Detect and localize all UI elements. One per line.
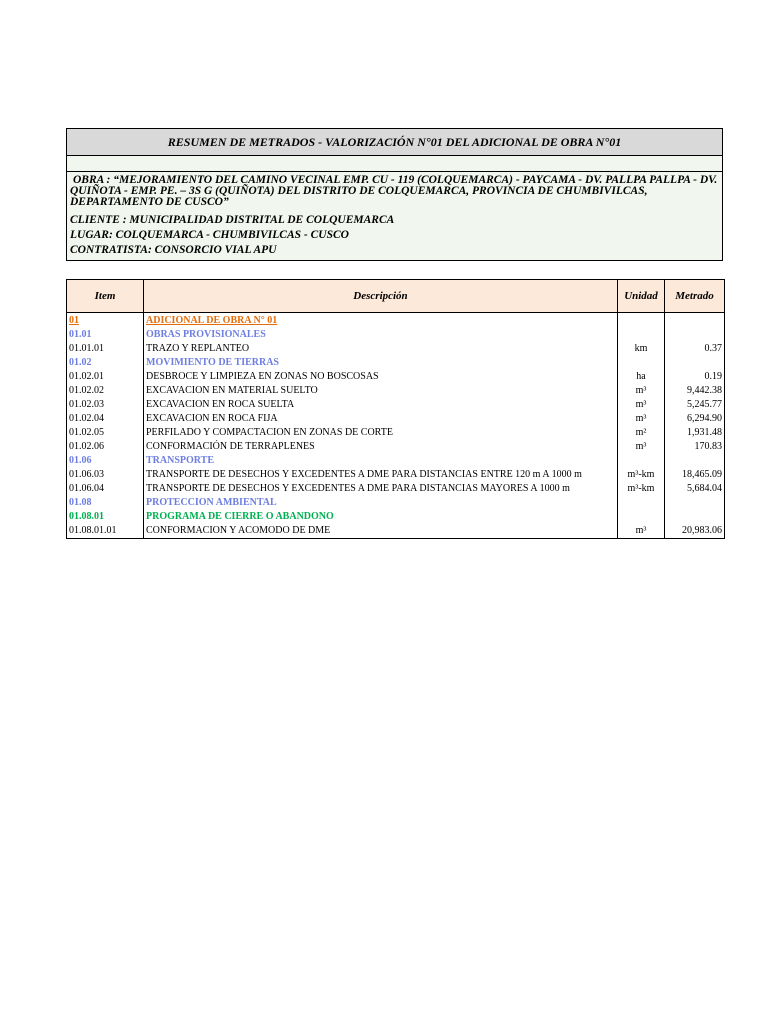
cell-description: PERFILADO Y COMPACTACION EN ZONAS DE CORTE: [144, 426, 618, 440]
cell-metrado: 0.37: [665, 342, 725, 356]
cell-item: 01.02: [67, 356, 144, 370]
cell-description: CONFORMACIÓN DE TERRAPLENES: [144, 440, 618, 454]
cell-metrado: [665, 454, 725, 468]
table-row: [67, 440, 725, 454]
table-row: [67, 398, 725, 412]
metrados-table: [66, 279, 725, 539]
cell-metrado: [665, 313, 725, 329]
cell-unit: m³: [618, 524, 665, 539]
cell-metrado: 1,931.48: [665, 426, 725, 440]
cell-unit: [618, 328, 665, 342]
cell-description: EXCAVACION EN ROCA SUELTA: [144, 398, 618, 412]
cell-unit: [618, 510, 665, 524]
cell-description: TRAZO Y REPLANTEO: [144, 342, 618, 356]
cell-item: 01.08.01: [67, 510, 144, 524]
cell-unit: [618, 356, 665, 370]
cell-unit: m³-km: [618, 468, 665, 482]
cell-description: MOVIMIENTO DE TIERRAS: [144, 356, 618, 370]
cell-unit: [618, 496, 665, 510]
cell-metrado: 170.83: [665, 440, 725, 454]
cell-item: 01.02.06: [67, 440, 144, 454]
contratista-text: CONTRATISTA: CONSORCIO VIAL APU: [70, 244, 277, 256]
table-row: [67, 412, 725, 426]
cell-unit: m³: [618, 398, 665, 412]
cell-item: 01.02.03: [67, 398, 144, 412]
cell-item: 01.02.01: [67, 370, 144, 384]
table-row: [67, 313, 725, 329]
cell-unit: m³: [618, 384, 665, 398]
table-row: [67, 524, 725, 539]
cell-metrado: 20,983.06: [665, 524, 725, 539]
table-row: [67, 496, 725, 510]
cell-item: 01.08.01.01: [67, 524, 144, 539]
cell-metrado: 5,684.04: [665, 482, 725, 496]
cell-unit: m³-km: [618, 482, 665, 496]
cell-item: 01: [67, 313, 144, 329]
table-row: [67, 370, 725, 384]
cell-unit: m²: [618, 426, 665, 440]
cell-item: 01.06: [67, 454, 144, 468]
cell-description: TRANSPORTE: [144, 454, 618, 468]
cell-description: TRANSPORTE DE DESECHOS Y EXCEDENTES A DME PARA DISTANCIAS MAYORES A 1000 m: [144, 482, 618, 496]
table-row: [67, 482, 725, 496]
cell-metrado: [665, 496, 725, 510]
cell-unit: [618, 454, 665, 468]
lugar-text: LUGAR: COLQUEMARCA - CHUMBIVILCAS - CUSCO: [70, 229, 349, 241]
table-row: [67, 426, 725, 440]
cell-unit: ha: [618, 370, 665, 384]
cell-item: 01.06.03: [67, 468, 144, 482]
cell-description: DESBROCE Y LIMPIEZA EN ZONAS NO BOSCOSAS: [144, 370, 618, 384]
cell-unit: [618, 313, 665, 329]
cell-metrado: 18,465.09: [665, 468, 725, 482]
table-row: [67, 328, 725, 342]
cell-metrado: [665, 356, 725, 370]
cell-item: 01.08: [67, 496, 144, 510]
summary-title: RESUMEN DE METRADOS - VALORIZACIÓN N°01 DEL ADICIONAL DE OBRA N°01: [67, 129, 722, 156]
col-header-item: Item: [67, 280, 144, 313]
cell-description: ADICIONAL DE OBRA N° 01: [144, 313, 618, 329]
cell-metrado: [665, 510, 725, 524]
table-row: [67, 454, 725, 468]
cell-description: OBRAS PROVISIONALES: [144, 328, 618, 342]
project-info: [67, 172, 722, 260]
cell-description: EXCAVACION EN MATERIAL SUELTO: [144, 384, 618, 398]
table-header-row: [67, 280, 725, 313]
cell-metrado: 6,294.90: [665, 412, 725, 426]
cell-description: PROGRAMA DE CIERRE O ABANDONO: [144, 510, 618, 524]
cell-description: PROTECCION AMBIENTAL: [144, 496, 618, 510]
cell-item: 01.06.04: [67, 482, 144, 496]
project-header: [66, 128, 723, 261]
table-row: [67, 510, 725, 524]
col-header-metrado: Metrado: [665, 280, 725, 313]
cell-metrado: 9,442.38: [665, 384, 725, 398]
table-row: [67, 468, 725, 482]
cell-unit: m³: [618, 412, 665, 426]
cell-item: 01.01: [67, 328, 144, 342]
cell-unit: m³: [618, 440, 665, 454]
cell-item: 01.02.02: [67, 384, 144, 398]
cell-metrado: 5,245.77: [665, 398, 725, 412]
obra-text: OBRA : “MEJORAMIENTO DEL CAMINO VECINAL EMP. CU - 119 (COLQUEMARCA) - PAYCAMA - DV. PALLPA PALLPA - DV. QUIÑOTA - EMP. PE. – 3S G (QUIÑOTA) DEL DISTRITO DE COLQUEMARCA, PROVINCIA DE CHUMBIVILCAS, DEPARTAMENTO DE CUSCO”: [70, 174, 718, 208]
cell-description: CONFORMACION Y ACOMODO DE DME: [144, 524, 618, 539]
cliente-text: CLIENTE : MUNICIPALIDAD DISTRITAL DE COLQUEMARCA: [70, 214, 395, 226]
col-header-unidad: Unidad: [618, 280, 665, 313]
cell-description: TRANSPORTE DE DESECHOS Y EXCEDENTES A DME PARA DISTANCIAS ENTRE 120 m A 1000 m: [144, 468, 618, 482]
table-row: [67, 342, 725, 356]
cell-metrado: 0.19: [665, 370, 725, 384]
cell-item: 01.02.04: [67, 412, 144, 426]
cell-description: EXCAVACION EN ROCA FIJA: [144, 412, 618, 426]
blank-row: [67, 156, 722, 172]
col-header-descripcion: Descripción: [144, 280, 618, 313]
table-row: [67, 356, 725, 370]
cell-unit: km: [618, 342, 665, 356]
cell-item: 01.01.01: [67, 342, 144, 356]
cell-item: 01.02.05: [67, 426, 144, 440]
table-row: [67, 384, 725, 398]
cell-metrado: [665, 328, 725, 342]
